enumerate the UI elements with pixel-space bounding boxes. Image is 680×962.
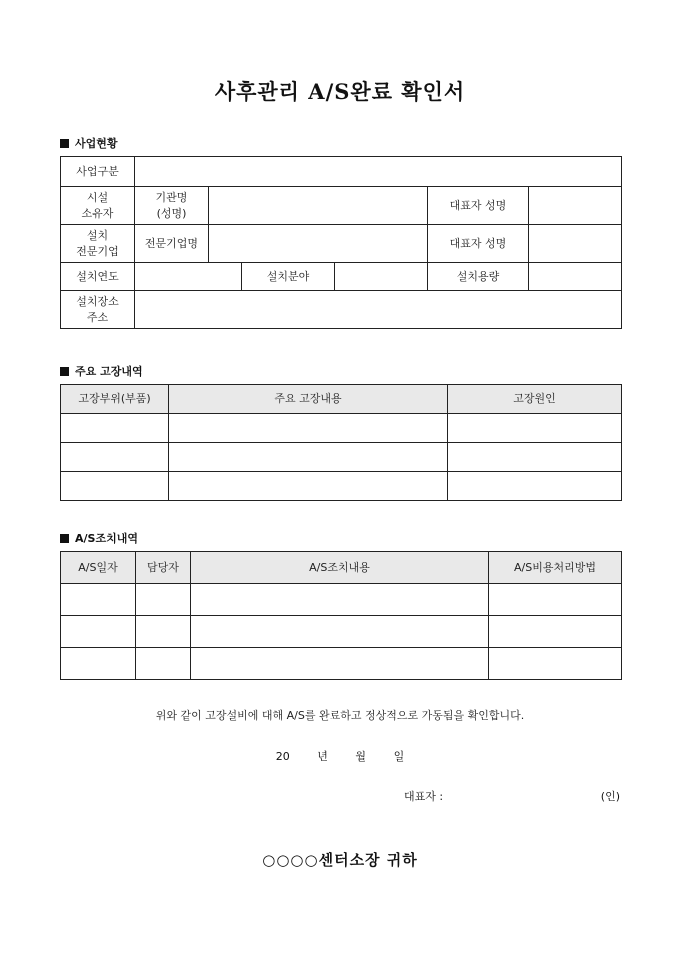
table-cell[interactable] xyxy=(448,414,622,443)
date-line xyxy=(0,748,680,764)
as-action-table xyxy=(60,551,622,680)
owner-rep-name-label: 대표자 성명 xyxy=(428,187,529,225)
installer-company-label: 전문기업명 xyxy=(135,225,209,263)
install-field-field[interactable] xyxy=(335,263,428,291)
table-cell[interactable] xyxy=(448,472,622,501)
owner-label-line2: 소유자 xyxy=(81,206,114,220)
install-address-label xyxy=(61,291,135,329)
representative-label: 대표자 : xyxy=(404,790,444,803)
installer-rep-name-field[interactable] xyxy=(529,225,622,263)
table-row xyxy=(61,616,622,648)
install-address-label-line1: 설치장소 xyxy=(76,294,119,308)
table-cell[interactable] xyxy=(191,616,489,648)
install-capacity-field[interactable] xyxy=(529,263,622,291)
installer-label-line2: 전문기업 xyxy=(76,244,119,258)
table-row xyxy=(61,584,622,616)
table-cell[interactable] xyxy=(489,616,622,648)
org-name-field[interactable] xyxy=(209,187,428,225)
fault-cause-header: 고장원인 xyxy=(448,385,622,414)
install-address-label-line2: 주소 xyxy=(86,310,109,324)
install-field-label: 설치분야 xyxy=(242,263,335,291)
section-as-action-heading xyxy=(60,530,138,546)
as-date-header: A/S일자 xyxy=(61,552,136,584)
table-cell[interactable] xyxy=(136,648,191,680)
table-cell[interactable] xyxy=(191,648,489,680)
install-address-field[interactable] xyxy=(135,291,622,329)
org-name-label xyxy=(135,187,209,225)
owner-rep-name-field[interactable] xyxy=(529,187,622,225)
owner-label xyxy=(61,187,135,225)
confirmation-statement: 위와 같이 고장설비에 대해 A/S를 완료하고 정상적으로 가동됨을 확인합니다. xyxy=(155,709,525,722)
table-cell[interactable] xyxy=(489,584,622,616)
day-label: 일 xyxy=(393,750,405,763)
year-prefix: 20 xyxy=(275,750,290,763)
owner-label-line1: 시설 xyxy=(86,190,109,204)
table-cell[interactable] xyxy=(169,472,448,501)
business-type-label: 사업구분 xyxy=(61,157,135,187)
as-content-header: A/S조치내용 xyxy=(191,552,489,584)
document-title: 사후관리 A/S완료 확인서 xyxy=(214,79,466,104)
square-bullet-icon xyxy=(60,534,69,543)
table-cell[interactable] xyxy=(191,584,489,616)
month-label: 월 xyxy=(355,750,367,763)
table-cell[interactable] xyxy=(61,584,136,616)
table-cell[interactable] xyxy=(61,443,169,472)
table-row xyxy=(61,648,622,680)
table-cell[interactable] xyxy=(169,443,448,472)
section-label: A/S조치내역 xyxy=(75,532,138,545)
install-capacity-label: 설치용량 xyxy=(428,263,529,291)
table-cell[interactable] xyxy=(489,648,622,680)
business-status-table xyxy=(60,156,622,329)
section-business-status-heading xyxy=(60,135,118,151)
as-cost-method-header: A/S비용처리방법 xyxy=(489,552,622,584)
year-label: 년 xyxy=(317,750,328,763)
table-cell[interactable] xyxy=(61,414,169,443)
square-bullet-icon xyxy=(60,139,69,148)
table-cell[interactable] xyxy=(169,414,448,443)
table-row xyxy=(61,414,622,443)
org-name-label-line1: 기관명 xyxy=(155,190,188,204)
table-cell[interactable] xyxy=(61,472,169,501)
square-bullet-icon xyxy=(60,367,69,376)
table-row xyxy=(61,472,622,501)
table-cell[interactable] xyxy=(448,443,622,472)
install-year-field[interactable] xyxy=(135,263,242,291)
as-manager-header: 담당자 xyxy=(136,552,191,584)
table-cell[interactable] xyxy=(136,584,191,616)
install-year-label: 설치연도 xyxy=(61,263,135,291)
installer-company-field[interactable] xyxy=(209,225,428,263)
business-type-field[interactable] xyxy=(135,157,622,187)
table-cell[interactable] xyxy=(136,616,191,648)
representative-line xyxy=(404,788,620,804)
section-fault-history-heading xyxy=(60,363,143,379)
installer-label-line1: 설치 xyxy=(86,228,109,242)
org-name-label-line2: (성명) xyxy=(156,206,187,220)
installer-rep-name-label: 대표자 성명 xyxy=(428,225,529,263)
seal-mark: (인) xyxy=(600,790,620,803)
fault-content-header: 주요 고장내용 xyxy=(169,385,448,414)
fault-history-table xyxy=(60,384,622,501)
installer-label xyxy=(61,225,135,263)
section-label: 사업현황 xyxy=(75,137,118,150)
table-cell[interactable] xyxy=(61,648,136,680)
fault-part-header: 고장부위(부품) xyxy=(61,385,169,414)
section-label: 주요 고장내역 xyxy=(75,365,143,378)
table-row xyxy=(61,443,622,472)
table-cell[interactable] xyxy=(61,616,136,648)
addressee: ○○○○센터소장 귀하 xyxy=(262,851,418,869)
